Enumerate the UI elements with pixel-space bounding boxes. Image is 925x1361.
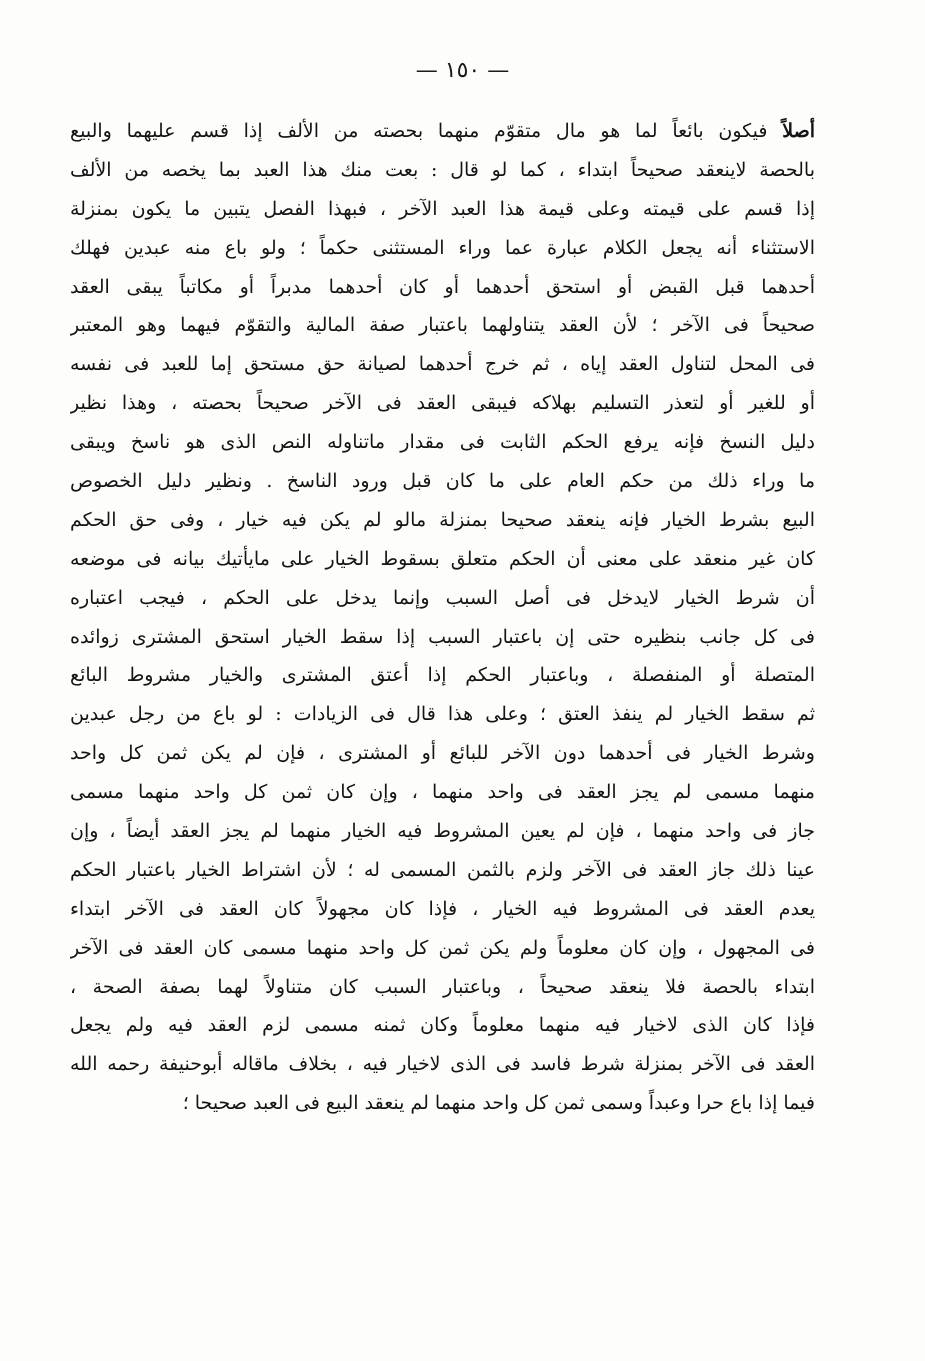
text-line [70, 968, 815, 1007]
line-text: فيما إذا باع حرا وعبداً وسمى ثمن كل واحد منهما لم ينعقد البيع فى العبد صحيحا ؛ [182, 1092, 815, 1115]
text-line [70, 579, 815, 618]
line-text: بالحصة لاينعقد صحيحاً ابتداء ، كما لو قال : بعت منك هذا العبد بما يخصه من الألف [70, 158, 815, 181]
line-text: أن شرط الخيار لايدخل فى أصل السبب وإنما يدخل على الحكم ، فيجب اعتباره [70, 586, 815, 609]
line-text: إذا قسم على قيمته وعلى قيمة هذا العبد الآخر ، فبهذا الفصل يتبين ما يكون بمنزلة [70, 197, 815, 220]
text-line [70, 112, 815, 151]
line-text: فى كل جانب بنظيره حتى إن باعتبار السبب إذا سقط الخيار استحق المشترى زوائده [70, 625, 815, 648]
line-text: ما وراء ذلك من حكم العام على ما كان قبل ورود الناسخ . ونظير دليل الخصوص [70, 470, 815, 493]
text-line [70, 268, 815, 307]
paragraph-lead-word: أصلاً [782, 120, 815, 142]
text-line [70, 306, 815, 345]
line-text: المتصلة أو المنفصلة ، وباعتبار الحكم إذا أعتق المشترى والخيار مشروط البائع [70, 664, 815, 687]
text-line [70, 423, 815, 462]
text-line [70, 890, 815, 929]
text-line [70, 929, 815, 968]
line-text: دليل النسخ فإنه يرفع الحكم الثابت فى مقدار ماتناوله النص الذى هو ناسخ ويبقى [70, 431, 815, 454]
text-line [70, 1045, 815, 1084]
text-line [70, 540, 815, 579]
text-line [70, 695, 815, 734]
text-line [70, 618, 815, 657]
line-text: صحيحاً فى الآخر ؛ لأن العقد يتناولهما باعتبار صفة المالية والتقوّم فيهما وهو المعتبر [70, 314, 815, 337]
line-text: فى المحل لتناول العقد إياه ، ثم خرج أحدهما لصيانة حق مستحق إما للعبد فى نفسه [70, 353, 815, 376]
line-text: البيع بشرط الخيار فإنه ينعقد صحيحا بمنزلة مالو لم يكن فيه خيار ، وفى حق الحكم [70, 508, 815, 531]
line-text: فإذا كان الذى لاخيار فيه منهما معلوماً وكان ثمنه مسمى لزم العقد فيه ولم يجعل [70, 1014, 815, 1037]
text-line [70, 462, 815, 501]
text-line [70, 1006, 815, 1045]
line-text: ابتداء بالحصة فلا ينعقد صحيحاً ، وباعتبار السبب كان متناولاً لهما بصفة الصحة ، [70, 975, 815, 998]
text-line [70, 345, 815, 384]
text-line [70, 734, 815, 773]
line-text: وشرط الخيار فى أحدهما دون الآخر للبائع أو المشترى ، فإن لم يكن ثمن كل واحد [70, 742, 815, 765]
text-line [70, 773, 815, 812]
text-line [70, 812, 815, 851]
line-text: جاز فى واحد منهما ، فإن لم يعين المشروط فيه الخيار منهما لم يجز العقد أيضاً ، وإن [70, 820, 815, 843]
line-text: فيكون بائعاً لما هو مال متقوّم منهما بحصته من الألف إذا قسم عليهما والبيع [70, 120, 783, 142]
line-text: عينا ذلك جاز العقد فى الآخر ولزم بالثمن المسمى له ؛ لأن اشتراط الخيار باعتبار الحكم [70, 858, 815, 881]
line-text: أو للغير أو لتعذر التسليم بهلاكه فيبقى العقد فى الآخر صحيحاً بحصته ، وهذا نظير [70, 392, 815, 415]
line-text: ثم سقط الخيار لم ينفذ العتق ؛ وعلى هذا قال فى الزيادات : لو باع من رجل عبدين [70, 703, 815, 726]
line-text: فى المجهول ، وإن كان معلوماً ولم يكن ثمن كل واحد منهما مسمى كان العقد فى الآخر [70, 936, 815, 959]
page-number: — ١٥٠ — [415, 58, 510, 83]
text-line [70, 656, 815, 695]
line-text: منهما مسمى لم يجز العقد فى واحد منهما ، وإن كان ثمن كل واحد منهما مسمى [70, 781, 815, 804]
text-line [70, 151, 815, 190]
text-line [70, 190, 815, 229]
line-text: العقد فى الآخر بمنزلة شرط فاسد فى الذى لاخيار فيه ، بخلاف ماقاله أبوحنيفة رحمه الله [70, 1053, 815, 1076]
line-text: أحدهما قبل القبض أو استحق أحدهما أو كان أحدهما مدبراً أو مكاتباً يبقى العقد [70, 275, 815, 298]
text-line [70, 1084, 815, 1123]
text-line [70, 501, 815, 540]
line-text: كان غير منعقد على معنى أن الحكم متعلق بسقوط الخيار على مايأتيك بيانه فى موضعه [70, 547, 815, 570]
text-line [70, 851, 815, 890]
line-text: الاستثناء أنه يجعل الكلام عبارة عما وراء المستثنى حكماً ؛ ولو باع منه عبدين فهلك [70, 236, 815, 259]
body-text [70, 112, 815, 1123]
line-text: يعدم العقد فى المشروط فيه الخيار ، فإذا كان مجهولاً كان العقد فى الآخر ابتداء [70, 897, 815, 920]
text-line [70, 384, 815, 423]
text-line [70, 229, 815, 268]
